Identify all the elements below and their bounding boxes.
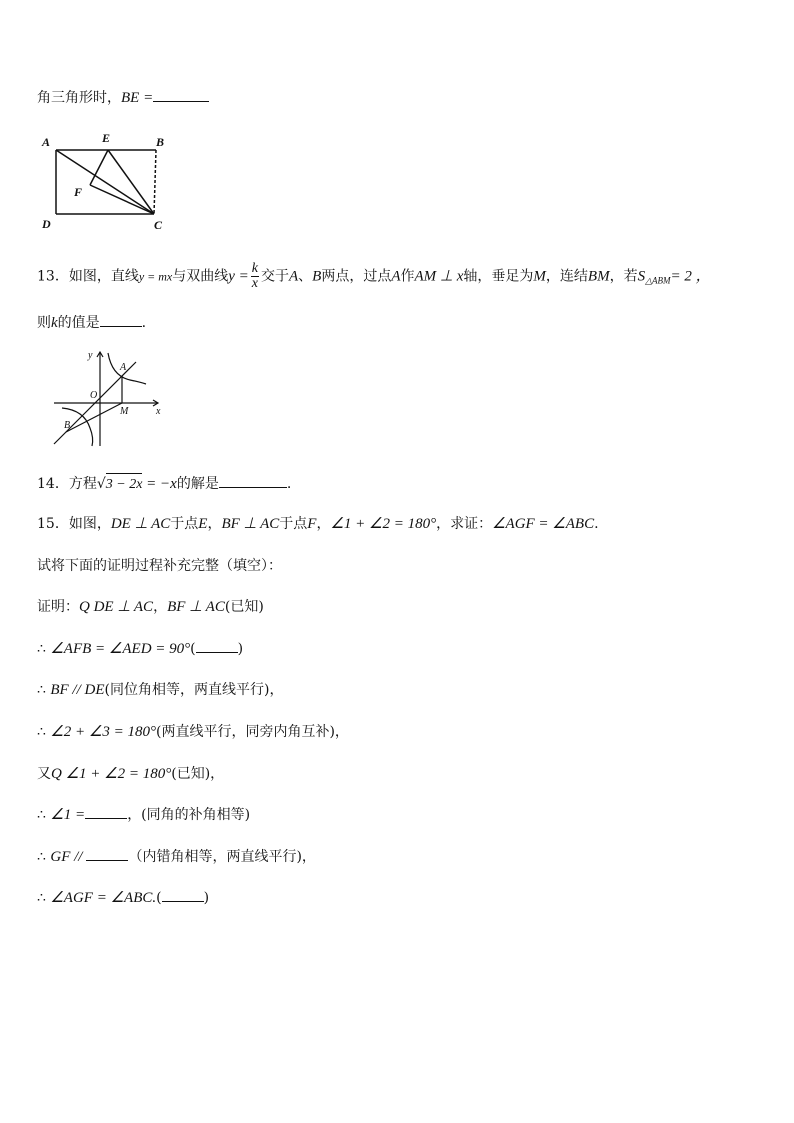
q12-tail-line (37, 88, 209, 108)
period: . (594, 516, 599, 532)
proof-line-2 (37, 639, 243, 659)
text: ， (207, 516, 222, 532)
q15-line (37, 514, 599, 534)
math: BF ⊥ AC (167, 599, 225, 615)
because-symbol: Q (51, 766, 66, 782)
math-equals-minus-x: = −x (142, 476, 177, 492)
subscript-abm: △ABM (645, 275, 671, 286)
math-k: k (51, 315, 58, 331)
math-am-perp: AM ⊥ x (414, 268, 464, 285)
instruction-line: 试将下面的证明过程补充完整（填空）： (37, 558, 282, 574)
math-a: A (391, 268, 401, 285)
text: 的解是 (176, 476, 219, 492)
paren: ( (156, 890, 162, 906)
period: . (286, 476, 292, 492)
text: 两点，过点 (321, 268, 392, 285)
fraction-k-over-x (251, 262, 259, 291)
label-b: B (64, 420, 71, 431)
segment-bc (154, 150, 156, 214)
text: 、 (298, 268, 313, 285)
period: . (141, 315, 147, 331)
radicand: 3 − 2x (106, 473, 143, 495)
text: 14．方程 (37, 476, 97, 492)
text: 角三角形时， (37, 90, 121, 106)
text: 于点 (279, 516, 308, 532)
q13-line2 (37, 313, 146, 333)
because-symbol: Q (79, 599, 94, 615)
label-m: M (120, 406, 129, 417)
therefore-symbol: ∴ (37, 724, 51, 740)
answer-blank (86, 848, 128, 861)
label-x: x (156, 406, 161, 417)
reason: （内错角相等，两直线平行)， (128, 849, 316, 865)
proof-line-7 (37, 847, 316, 867)
text: ，求证： (436, 516, 493, 532)
proof-line-4 (37, 722, 349, 742)
label-c: C (154, 218, 163, 232)
math: ∠AGF = ∠ABC. (50, 890, 157, 906)
text: 于点 (170, 516, 199, 532)
text: ， (316, 516, 331, 532)
answer-blank (100, 314, 142, 327)
text: 轴，垂足为 (463, 268, 534, 285)
text: ，若 (609, 268, 638, 285)
hyperbola-branch-upper (108, 353, 146, 384)
text: 则 (37, 315, 51, 331)
paren: ( (190, 641, 196, 657)
label-y: y (88, 350, 93, 361)
segment-ac (56, 150, 154, 214)
math-angle-sum: ∠1 + ∠2 = 180° (330, 516, 437, 532)
radical-sign: √ (96, 476, 106, 492)
math: ∠2 + ∠3 = 180° (50, 724, 156, 740)
text: 的值是 (57, 315, 100, 331)
text: 作 (400, 268, 415, 285)
reason: (已知)， (171, 766, 225, 782)
text: ，连结 (545, 268, 588, 285)
math: ∠1 = (50, 807, 86, 823)
hyperbola-figure (52, 348, 170, 448)
reason: (已知) (224, 599, 264, 615)
label-o: O (90, 390, 98, 401)
math-y: y = (228, 268, 249, 285)
math-be: BE = (121, 90, 154, 106)
label-d: D (42, 217, 51, 231)
therefore-symbol: ∴ (37, 641, 51, 657)
text: 证明： (37, 599, 79, 615)
proof-line-8 (37, 888, 209, 908)
math-m: M (533, 268, 546, 285)
therefore-symbol: ∴ (37, 807, 51, 823)
proof-line-3 (37, 680, 283, 700)
answer-blank (162, 889, 204, 902)
text: ， (153, 599, 168, 615)
therefore-symbol: ∴ (37, 890, 51, 906)
math-a: A (289, 268, 299, 285)
math-conclusion: ∠AGF = ∠ABC (492, 516, 595, 532)
math-e: E (198, 516, 208, 532)
segment-bm (66, 403, 122, 432)
label-a: A (42, 135, 51, 149)
math-b: B (312, 268, 322, 285)
label-b: B (156, 135, 165, 149)
proof-line-1 (37, 597, 264, 617)
text: 又 (37, 766, 51, 782)
reason: (两直线平行，同旁内角互补)， (156, 724, 349, 740)
proof-line-6 (37, 805, 250, 825)
q14-line (37, 473, 291, 495)
reason: ，(同角的补角相等) (127, 807, 251, 823)
math-equals-2: = 2 ， (670, 268, 711, 285)
therefore-symbol: ∴ (37, 682, 51, 698)
text: 交于 (261, 268, 289, 285)
paren: ) (203, 890, 210, 906)
math: ∠1 + ∠2 = 180° (65, 766, 172, 782)
rectangle-figure (38, 130, 173, 234)
math: DE ⊥ AC (93, 599, 154, 615)
math-de-perp-ac: DE ⊥ AC (110, 516, 171, 532)
label-a: A (120, 362, 127, 373)
math: ∠AFB = ∠AED = 90° (50, 641, 191, 657)
numerator: k (251, 261, 258, 276)
math-bm: BM (587, 268, 610, 285)
math: GF // (50, 849, 83, 865)
label-f: F (74, 185, 83, 199)
math-s: S (637, 268, 646, 285)
math: BF // DE (50, 682, 105, 698)
label-e: E (102, 131, 111, 145)
proof-line-5 (37, 764, 224, 784)
text: 与双曲线 (172, 268, 229, 285)
answer-blank (196, 640, 238, 653)
math-bf-perp-ac: BF ⊥ AC (221, 516, 280, 532)
text: 13．如图，直线 (37, 268, 139, 285)
reason: (同位角相等，两直线平行)， (104, 682, 284, 698)
segment-ef (90, 150, 108, 185)
answer-blank (85, 806, 127, 819)
math-line-eq: y = mx (138, 269, 173, 284)
therefore-symbol: ∴ (37, 849, 51, 865)
q13-line1 (37, 262, 711, 291)
answer-blank (219, 475, 287, 488)
paren: ) (237, 641, 244, 657)
denominator: x (251, 276, 258, 291)
text: 15．如图， (37, 516, 111, 532)
answer-blank (153, 89, 209, 102)
math-f: F (307, 516, 317, 532)
